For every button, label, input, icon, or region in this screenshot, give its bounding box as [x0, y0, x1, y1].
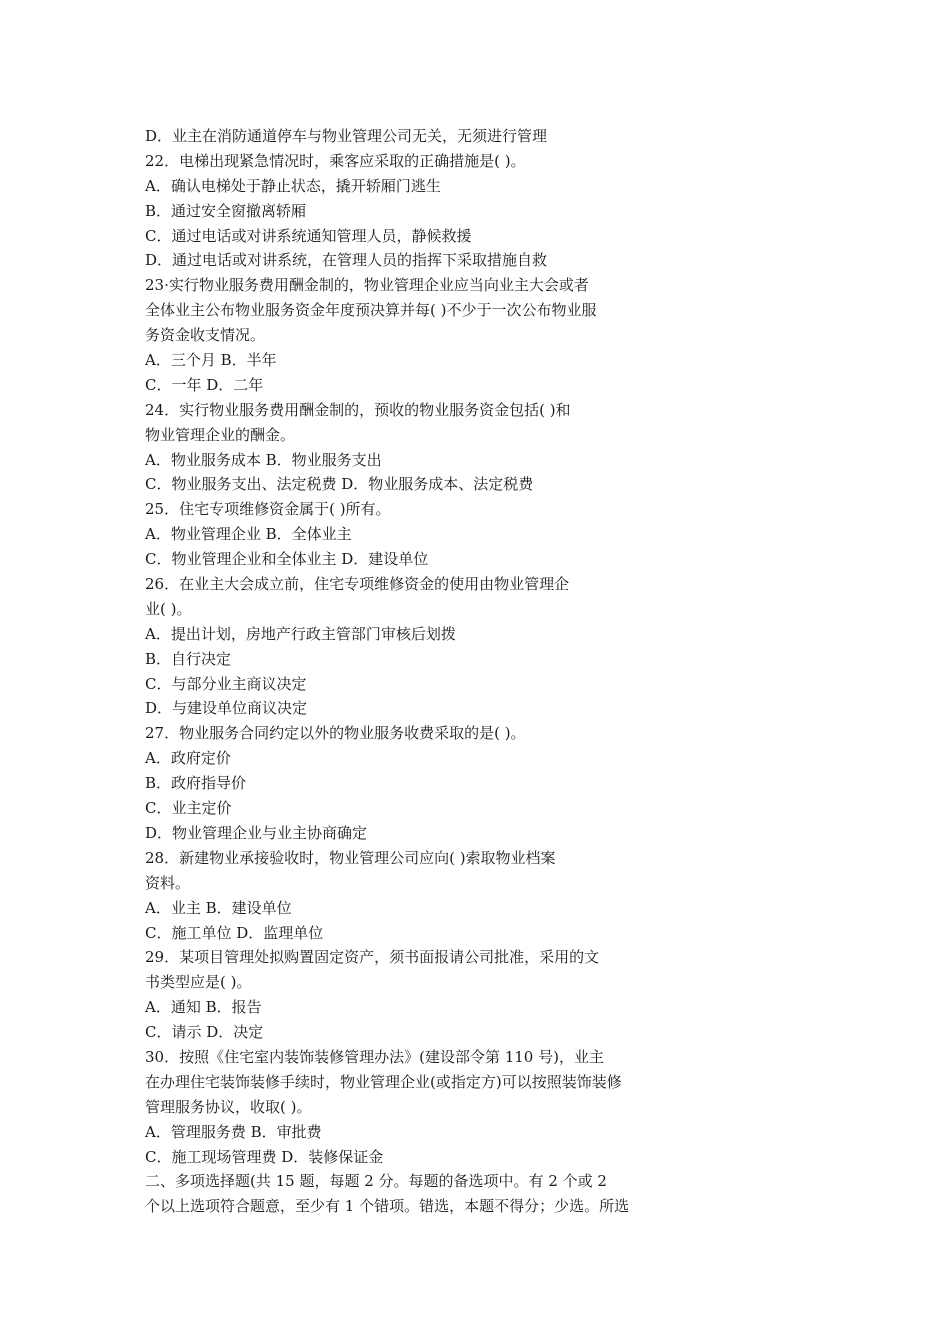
option-line: C．施工现场管理费 D．装修保证金 — [145, 1147, 384, 1166]
option-line: A．通知 B．报告 — [145, 998, 262, 1017]
text-line: 业( )。 — [145, 599, 192, 618]
option-line: D．通过电话或对讲系统，在管理人员的指挥下采取措施自救 — [145, 251, 548, 270]
section-heading: 二、多项选择题(共 15 题，每题 2 分。每题的备选项中。有 2 个或 2 — [145, 1172, 607, 1191]
question-22: 22．电梯出现紧急情况时，乘客应采取的正确措施是( )。 — [145, 151, 526, 170]
option-line: A．政府定价 — [145, 749, 231, 768]
option-line: D．物业管理企业与业主协商确定 — [145, 823, 368, 842]
option-line: A．三个月 B．半年 — [145, 351, 277, 370]
question-25: 25．住宅专项维修资金属于( )所有。 — [145, 500, 391, 519]
option-line: B．通过安全窗撤离轿厢 — [145, 201, 307, 220]
question-24: 24．实行物业服务费用酬金制的，预收的物业服务资金包括( )和 — [145, 400, 571, 419]
text-line: 在办理住宅装饰装修手续时，物业管理企业(或指定方)可以按照装饰装修 — [145, 1072, 622, 1091]
option-line: A．管理服务费 B．审批费 — [145, 1122, 322, 1141]
question-23: 23·实行物业服务费用酬金制的，物业管理企业应当向业主大会或者 — [145, 276, 589, 295]
option-line: A．提出计划，房地产行政主管部门审核后划拨 — [145, 624, 456, 643]
option-line: B．自行决定 — [145, 649, 232, 668]
option-line: C．通过电话或对讲系统通知管理人员，静候救援 — [145, 226, 472, 245]
text-line: 务资金收支情况。 — [145, 326, 266, 345]
option-line: C．施工单位 D．监理单位 — [145, 923, 324, 942]
text-line: 全体业主公布物业服务资金年度预决算并每( )不少于一次公布物业服 — [145, 301, 597, 320]
text-line: 书类型应是( )。 — [145, 973, 252, 992]
option-line: A．确认电梯处于静止状态，撬开轿厢门逃生 — [145, 176, 441, 195]
option-line: C．物业管理企业和全体业主 D．建设单位 — [145, 550, 429, 569]
option-line: C．物业服务支出、法定税费 D．物业服务成本、法定税费 — [145, 475, 534, 494]
text-line: 个以上选项符合题意，至少有 1 个错项。错选，本题不得分；少选。所选 — [145, 1197, 630, 1216]
option-line: A．业主 B．建设单位 — [145, 898, 292, 917]
question-28: 28．新建物业承接验收时，物业管理公司应向( )索取物业档案 — [145, 848, 556, 867]
option-line: C．业主定价 — [145, 799, 232, 818]
question-29: 29．某项目管理处拟购置固定资产，须书面报请公司批准，采用的文 — [145, 948, 600, 967]
option-line: C．一年 D．二年 — [145, 375, 264, 394]
question-30: 30．按照《住宅室内装饰装修管理办法》(建设部令第 110 号)，业主 — [145, 1047, 604, 1066]
option-line: B．政府指导价 — [145, 774, 247, 793]
option-line: A．物业服务成本 B．物业服务支出 — [145, 450, 382, 469]
text-line: 资料。 — [145, 873, 191, 892]
option-line: D．与建设单位商议决定 — [145, 699, 308, 718]
question-27: 27．物业服务合同约定以外的物业服务收费采取的是( )。 — [145, 724, 526, 743]
question-26: 26．在业主大会成立前，住宅专项维修资金的使用由物业管理企 — [145, 575, 570, 594]
text-line: D．业主在消防通道停车与物业管理公司无关，无须进行管理 — [145, 127, 548, 145]
option-line: A．物业管理企业 B．全体业主 — [145, 525, 352, 544]
text-line: 物业管理企业的酬金。 — [145, 425, 296, 444]
text-line: 管理服务协议，收取( )。 — [145, 1097, 312, 1116]
document-page — [145, 124, 705, 1219]
option-line: C．与部分业主商议决定 — [145, 674, 307, 693]
option-line: C．请示 D．决定 — [145, 1023, 264, 1042]
